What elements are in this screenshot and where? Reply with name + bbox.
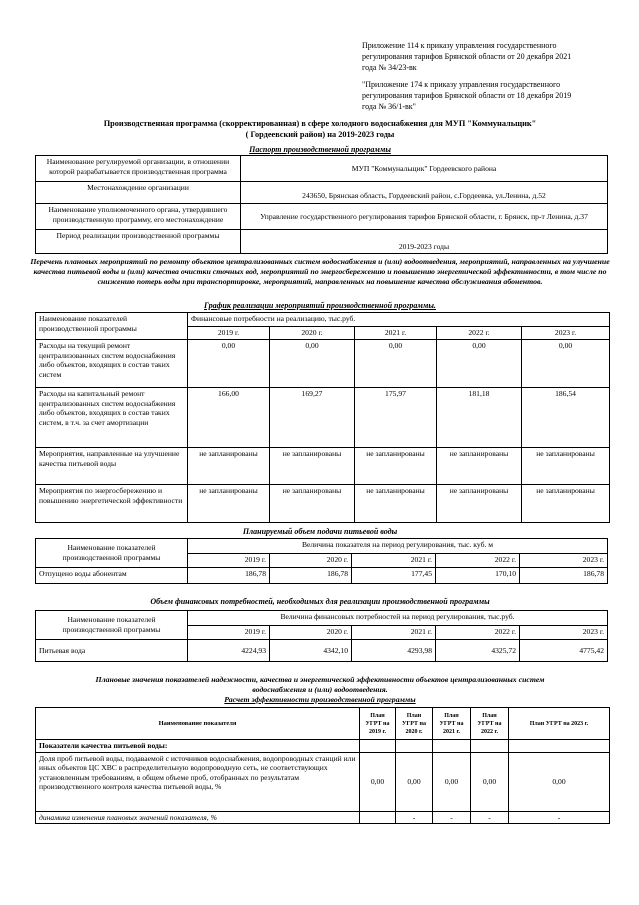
passport-row — [36, 204, 608, 230]
cell-value: 0,00 — [522, 340, 610, 388]
row-label: Доля проб питьевой воды, подаваемой с источников водоснабжения, водопроводных станций или иных объектов ЦС ХВС в распределительную водопроводную сеть, не соответствующих установленным требованиям, в общем объеме проб, отобранных по результатам производственного контроля качества питьевой воды, % — [36, 752, 360, 811]
cell-value: не запланированы — [188, 448, 270, 485]
passport-row — [36, 182, 608, 204]
title-line: Производственная программа (скорректированная) в сфере холодного водоснабжения для МУП "Коммунальщик" — [103, 119, 537, 128]
header-line: года № 36/1-вк" — [362, 102, 416, 111]
header-line: года № 34/23-вк — [362, 63, 417, 72]
cell-value: 0,00 — [396, 752, 433, 811]
cell-value: - — [433, 811, 471, 824]
header-line: Приложение 114 к приказу управления государственного — [362, 41, 557, 50]
cell-value: 166,00 — [188, 388, 270, 448]
row-label: Отпущено воды абонентам — [36, 568, 188, 584]
indicators-section: Показатели качества питьевой воды: — [36, 740, 360, 753]
cell-value: не запланированы — [355, 485, 437, 523]
cell-value: - — [471, 811, 509, 824]
passport-value: 2019-2023 годы — [241, 230, 608, 254]
cell-value: 186,78 — [520, 568, 608, 584]
finance-year-header: 2023 г. — [520, 626, 608, 640]
supply-col0-header: Наименование показателей производственной программы — [36, 539, 188, 568]
cell-value: 0,00 — [509, 752, 610, 811]
header-line: регулирования тарифов Брянской области от 18 декабря 2019 — [362, 91, 572, 100]
cell-value: 0,00 — [355, 340, 437, 388]
table-row — [36, 388, 610, 448]
indicators-heading-line: водоснабжения и (или) водоотведения. — [252, 685, 388, 694]
empty-cell — [471, 740, 509, 753]
indicators-col-header: План УГРТ на 2021 г. — [433, 708, 471, 740]
cell-value: 4293,98 — [352, 640, 436, 662]
cell-value: 0,00 — [471, 752, 509, 811]
cell-value: 4224,93 — [188, 640, 270, 662]
empty-cell — [509, 740, 610, 753]
schedule-year-header: 2023 г. — [522, 327, 610, 340]
supply-year-header: 2023 г. — [520, 554, 608, 568]
cell-value — [360, 811, 396, 824]
cell-value: 0,00 — [433, 752, 471, 811]
table-row — [36, 448, 610, 485]
passport-value: МУП "Коммунальщик" Гордеевского района — [241, 156, 608, 182]
cell-value: 175,97 — [355, 388, 437, 448]
supply-year-header: 2021 г. — [352, 554, 436, 568]
supply-table — [35, 538, 608, 584]
supply-year-header: 2019 г. — [188, 554, 270, 568]
finance-group-header: Величина финансовых потребностей на период регулирования, тыс.руб. — [188, 611, 608, 626]
finance-year-header: 2022 г. — [436, 626, 520, 640]
row-label: Питьевая вода — [36, 640, 188, 662]
cell-value: 186,78 — [270, 568, 352, 584]
table-row — [36, 568, 608, 584]
empty-cell — [396, 740, 433, 753]
finance-year-header: 2020 г. — [270, 626, 352, 640]
indicators-heading-line: Плановые значения показателей надежности, качества и энергетической эффективности объектов централизованных систем — [95, 675, 545, 684]
passport-label: Наименование уполномоченного органа, утвердившего производственную программу, его местонахождение — [36, 204, 241, 230]
cell-value: не запланированы — [522, 448, 610, 485]
indicators-col0-header: Наименование показателя — [36, 708, 360, 740]
header-line: регулирования тарифов Брянской области от 20 декабря 2021 — [362, 52, 572, 61]
row-label: Мероприятия, направленные на улучшение качества питьевой воды — [36, 448, 188, 485]
cell-value: не запланированы — [270, 448, 355, 485]
table-row — [36, 640, 608, 662]
indicators-heading-line: Расчет эффективности производственной программы — [224, 695, 416, 704]
cell-value: не запланированы — [437, 485, 522, 523]
passport-value: 243650, Брянская область, Гордеевский район, с.Гордеевка, ул.Ленина, д.52 — [241, 182, 608, 204]
supply-year-header: 2020 г. — [270, 554, 352, 568]
supply-group-header: Величина показателя на период регулирования, тыс. куб. м — [188, 539, 608, 554]
row-label: динамика изменения плановых значений показателя, % — [36, 811, 360, 824]
cell-value: 181,18 — [437, 388, 522, 448]
table-row — [36, 752, 610, 811]
row-label: Расходы на текущий ремонт централизованных систем водоснабжения либо объектов, входящих в состав таких систем — [36, 340, 188, 388]
measures-heading: Перечень плановых мероприятий по ремонту объектов централизованных систем водоснабжения и (или) водоотведения, мероприятий, направленных на улучшение качества питьевой воды и (или) качества очистки сточных вод, мероприятий по энергосбережению и повышению энергетической эффективности, в том числе по снижению потерь воды при транспортировке, мероприятий, направленных на повышение качества обслуживания абонентов. — [30, 257, 610, 286]
indicators-col-header: План УГРТ на 2023 г. — [509, 708, 610, 740]
cell-value: не запланированы — [437, 448, 522, 485]
finance-heading: Объем финансовых потребностей, необходимых для реализации производственной программы — [150, 597, 490, 606]
schedule-year-header: 2019 г. — [188, 327, 270, 340]
schedule-year-header: 2022 г. — [437, 327, 522, 340]
indicators-table — [35, 707, 610, 824]
empty-cell — [433, 740, 471, 753]
table-row — [36, 485, 610, 523]
schedule-year-header: 2021 г. — [355, 327, 437, 340]
title-line: ( Гордеевский район) на 2019-2023 годы — [245, 130, 395, 139]
table-row — [36, 811, 610, 824]
finance-year-header: 2021 г. — [352, 626, 436, 640]
passport-label: Местонахождение организации — [36, 182, 241, 204]
appendix-header — [362, 40, 622, 112]
cell-value: не запланированы — [270, 485, 355, 523]
schedule-heading: График реализации мероприятий производственной программы. — [204, 301, 436, 310]
row-label: Мероприятия по энергосбережению и повышению энергетической эффективности — [36, 485, 188, 523]
cell-value: 0,00 — [270, 340, 355, 388]
indicators-col-header: План УГРТ на 2019 г. — [360, 708, 396, 740]
indicators-heading — [20, 675, 620, 705]
cell-value: 177,45 — [352, 568, 436, 584]
finance-col0-header: Наименование показателей производственной программы — [36, 611, 188, 640]
passport-row — [36, 156, 608, 182]
cell-value: не запланированы — [522, 485, 610, 523]
cell-value: 186,54 — [522, 388, 610, 448]
passport-label: Период реализации производственной программы — [36, 230, 241, 254]
document-title — [20, 118, 620, 140]
cell-value: 0,00 — [188, 340, 270, 388]
cell-value: 4342,10 — [270, 640, 352, 662]
cell-value: 169,27 — [270, 388, 355, 448]
schedule-table — [35, 312, 610, 523]
schedule-group-header: Финансовые потребности на реализацию, тыс.руб. — [188, 313, 610, 327]
cell-value: 0,00 — [437, 340, 522, 388]
cell-value: - — [396, 811, 433, 824]
empty-cell — [360, 740, 396, 753]
schedule-year-header: 2020 г. — [270, 327, 355, 340]
cell-value: 170,10 — [436, 568, 520, 584]
cell-value: 186,78 — [188, 568, 270, 584]
indicators-col-header: План УГРТ на 2022 г. — [471, 708, 509, 740]
finance-table — [35, 610, 608, 662]
cell-value: - — [509, 811, 610, 824]
table-row — [36, 340, 610, 388]
indicators-col-header: План УГРТ на 2020 г. — [396, 708, 433, 740]
row-label: Расходы на капитальный ремонт централизованных систем водоснабжения либо объектов, входящих в состав таких систем, в т.ч. за счет амортизации — [36, 388, 188, 448]
passport-heading: Паспорт производственной программы — [249, 145, 391, 154]
passport-row — [36, 230, 608, 254]
passport-table — [35, 155, 608, 254]
passport-value: Управление государственного регулирования тарифов Брянской области, г. Брянск, пр-т Ленина, д.37 — [241, 204, 608, 230]
cell-value: 4775,42 — [520, 640, 608, 662]
schedule-col0-header: Наименование показателей производственной программы — [36, 313, 188, 340]
finance-year-header: 2019 г. — [188, 626, 270, 640]
cell-value: 0,00 — [360, 752, 396, 811]
cell-value: не запланированы — [188, 485, 270, 523]
supply-heading: Планируемый объем подачи питьевой воды — [242, 527, 398, 536]
header-line: "Приложение 174 к приказу управления государственного — [362, 80, 561, 89]
cell-value: 4325,72 — [436, 640, 520, 662]
cell-value: не запланированы — [355, 448, 437, 485]
supply-year-header: 2022 г. — [436, 554, 520, 568]
passport-label: Наименование регулируемой организации, в отношении которой разрабатывается производственная программа — [36, 156, 241, 182]
